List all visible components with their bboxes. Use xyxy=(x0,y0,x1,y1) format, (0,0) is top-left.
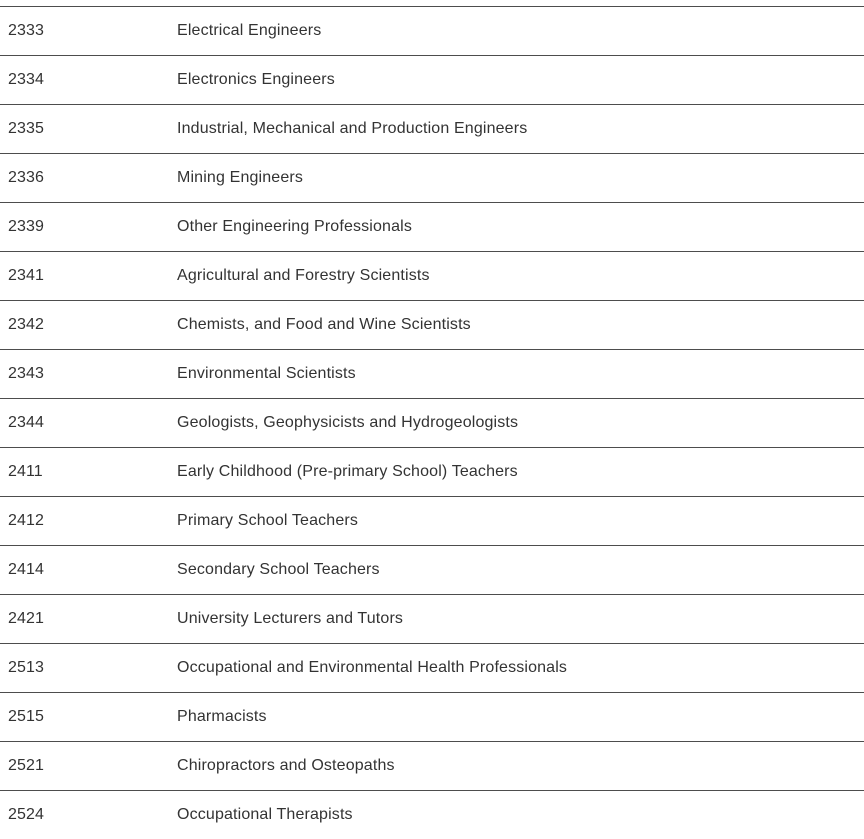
occupation-title: Chemists, and Food and Wine Scientists xyxy=(177,316,471,333)
occupation-title: Electrical Engineers xyxy=(177,22,322,39)
occupation-code: 2334 xyxy=(8,71,44,88)
occupation-code: 2342 xyxy=(8,316,44,333)
occupation-code: 2515 xyxy=(8,708,44,725)
table-row xyxy=(0,104,864,153)
table-row xyxy=(0,447,864,496)
occupation-title: Industrial, Mechanical and Production Engineers xyxy=(177,120,528,137)
occupation-code: 2336 xyxy=(8,169,44,186)
occupation-title: Electronics Engineers xyxy=(177,71,335,88)
occupation-title: Mining Engineers xyxy=(177,169,304,186)
occupation-title: Early Childhood (Pre-primary School) Teachers xyxy=(177,463,518,480)
occupation-title: Pharmacists xyxy=(177,708,267,725)
occupation-title: Agricultural and Forestry Scientists xyxy=(177,267,430,284)
occupation-title: Occupational and Environmental Health Professionals xyxy=(177,659,568,676)
table-row xyxy=(0,153,864,202)
table-row xyxy=(0,790,864,839)
table-row xyxy=(0,398,864,447)
table-row xyxy=(0,349,864,398)
occupation-code: 2344 xyxy=(8,414,44,431)
occupation-code: 2343 xyxy=(8,365,44,382)
table-row xyxy=(0,55,864,104)
table-row xyxy=(0,741,864,790)
occupation-code: 2335 xyxy=(8,120,44,137)
occupation-code: 2513 xyxy=(8,659,44,676)
occupation-code: 2524 xyxy=(8,806,44,823)
table-row xyxy=(0,643,864,692)
occupation-code: 2414 xyxy=(8,561,44,578)
table-row xyxy=(0,251,864,300)
table-row xyxy=(0,300,864,349)
occupation-code: 2421 xyxy=(8,610,44,627)
occupation-code: 2411 xyxy=(8,463,43,480)
occupation-title: Primary School Teachers xyxy=(177,512,359,529)
occupation-code: 2341 xyxy=(8,267,44,284)
occupation-code: 2412 xyxy=(8,512,44,529)
occupation-title: Chiropractors and Osteopaths xyxy=(177,757,395,774)
occupation-title: Geologists, Geophysicists and Hydrogeologists xyxy=(177,414,519,431)
table-row xyxy=(0,692,864,741)
table-row xyxy=(0,6,864,55)
occupation-title: Environmental Scientists xyxy=(177,365,356,382)
occupation-title: Occupational Therapists xyxy=(177,806,353,823)
table-row xyxy=(0,496,864,545)
occupation-code: 2339 xyxy=(8,218,44,235)
table-row xyxy=(0,202,864,251)
occupation-code: 2333 xyxy=(8,22,44,39)
table-row xyxy=(0,594,864,643)
occupation-title: Secondary School Teachers xyxy=(177,561,380,578)
table-row xyxy=(0,545,864,594)
occupation-code: 2521 xyxy=(8,757,44,774)
occupation-title: University Lecturers and Tutors xyxy=(177,610,404,627)
occupation-title: Other Engineering Professionals xyxy=(177,218,413,235)
